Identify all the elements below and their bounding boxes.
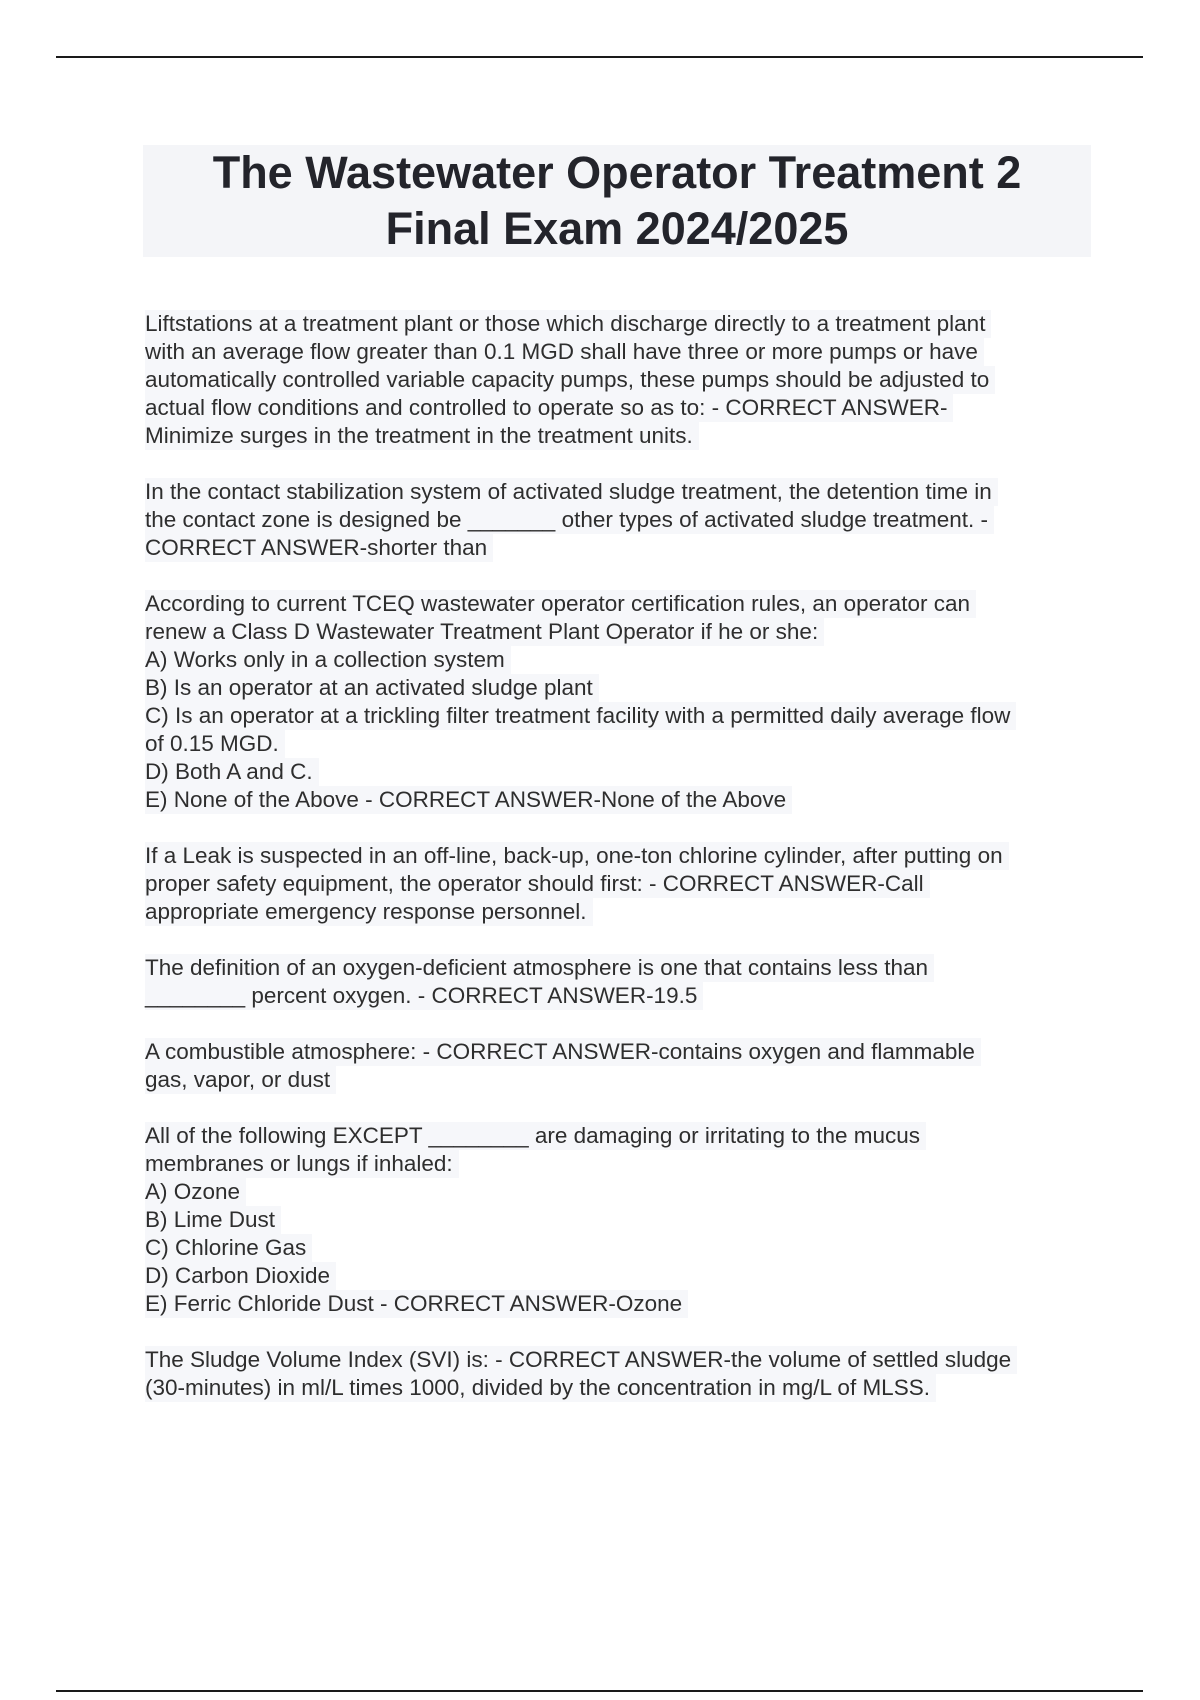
text-line: (30-minutes) in ml/L times 1000, divided by the concentration in mg/L of MLSS. [145, 1374, 936, 1402]
text-line: automatically controlled variable capacity pumps, these pumps should be adjusted to [145, 366, 995, 394]
option-c: C) Is an operator at a trickling filter treatment facility with a permitted daily average flow [145, 702, 1016, 730]
qa-item-combustible-atmosphere [145, 1038, 1090, 1094]
title-line-2: Final Exam 2024/2025 [385, 203, 849, 254]
option-c: C) Chlorine Gas [145, 1234, 312, 1262]
text-line: Minimize surges in the treatment in the treatment units. [145, 422, 699, 450]
text-line: membranes or lungs if inhaled: [145, 1150, 459, 1178]
text-line: the contact zone is designed be _______ other types of activated sludge treatment. - [145, 506, 994, 534]
option-e: E) Ferric Chloride Dust - CORRECT ANSWER-Ozone [145, 1290, 688, 1318]
option-b: B) Is an operator at an activated sludge plant [145, 674, 599, 702]
qa-item-sludge-volume-index [145, 1346, 1090, 1402]
text-line: renew a Class D Wastewater Treatment Plant Operator if he or she: [145, 618, 824, 646]
option-c-continued: of 0.15 MGD. [145, 730, 285, 758]
title-line-1: The Wastewater Operator Treatment 2 [212, 147, 1022, 198]
text-line: actual flow conditions and controlled to operate so as to: - CORRECT ANSWER- [145, 394, 953, 422]
qa-item-oxygen-deficient [145, 954, 1090, 1010]
text-line: The Sludge Volume Index (SVI) is: - CORRECT ANSWER-the volume of settled sludge [145, 1346, 1017, 1374]
option-d: D) Both A and C. [145, 758, 319, 786]
qa-item-mucus-irritants [145, 1122, 1090, 1318]
bottom-rule [56, 1690, 1143, 1692]
qa-item-tceq-renewal [145, 590, 1090, 814]
option-b: B) Lime Dust [145, 1206, 281, 1234]
option-a: A) Ozone [145, 1178, 246, 1206]
text-line: Liftstations at a treatment plant or those which discharge directly to a treatment plant [145, 310, 991, 338]
text-line: with an average flow greater than 0.1 MGD shall have three or more pumps or have [145, 338, 984, 366]
exam-content [145, 310, 1090, 1430]
option-a: A) Works only in a collection system [145, 646, 511, 674]
text-line: According to current TCEQ wastewater operator certification rules, an operator can [145, 590, 976, 618]
top-rule [56, 56, 1143, 58]
text-line: The definition of an oxygen-deficient atmosphere is one that contains less than [145, 954, 934, 982]
page-title [143, 145, 1091, 257]
text-line: ________ percent oxygen. - CORRECT ANSWER-19.5 [145, 982, 703, 1010]
option-d: D) Carbon Dioxide [145, 1262, 336, 1290]
option-e: E) None of the Above - CORRECT ANSWER-None of the Above [145, 786, 792, 814]
text-line: If a Leak is suspected in an off-line, back-up, one-ton chlorine cylinder, after putting on [145, 842, 1009, 870]
text-line: appropriate emergency response personnel. [145, 898, 593, 926]
qa-item-contact-stabilization [145, 478, 1090, 562]
qa-item-liftstations [145, 310, 1090, 450]
text-line: A combustible atmosphere: - CORRECT ANSWER-contains oxygen and flammable [145, 1038, 981, 1066]
text-line: All of the following EXCEPT ________ are damaging or irritating to the mucus [145, 1122, 926, 1150]
text-line: In the contact stabilization system of activated sludge treatment, the detention time in [145, 478, 998, 506]
text-line: gas, vapor, or dust [145, 1066, 336, 1094]
qa-item-chlorine-leak [145, 842, 1090, 926]
text-line: proper safety equipment, the operator should first: - CORRECT ANSWER-Call [145, 870, 930, 898]
text-line: CORRECT ANSWER-shorter than [145, 534, 493, 562]
